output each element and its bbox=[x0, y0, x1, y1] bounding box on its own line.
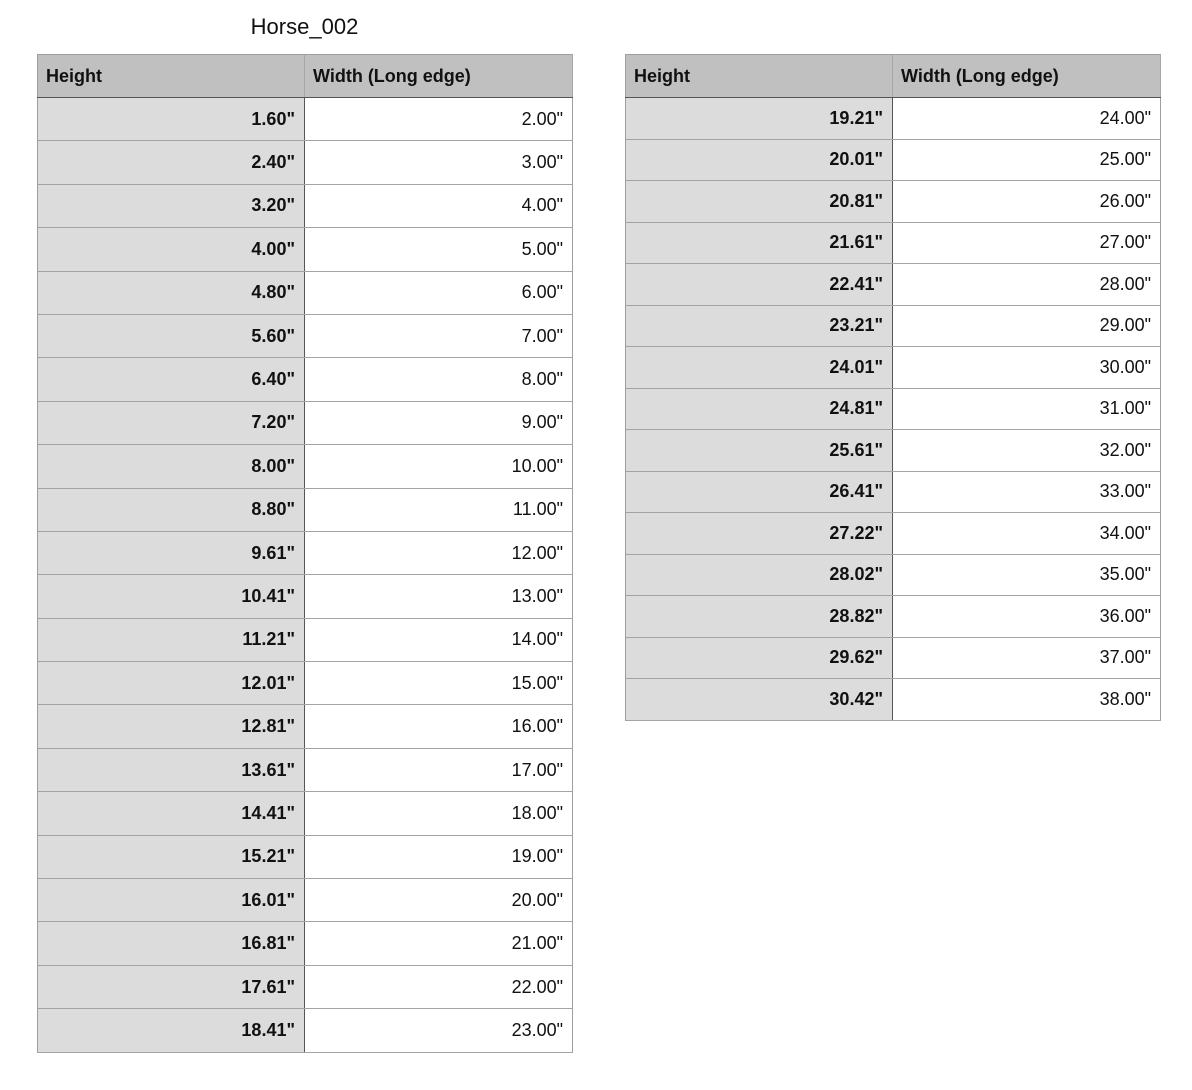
table-row bbox=[38, 965, 573, 1008]
table-body bbox=[626, 98, 1161, 721]
table-row bbox=[38, 314, 573, 357]
height-cell[interactable]: 3.20" bbox=[38, 184, 305, 227]
table-row bbox=[38, 184, 573, 227]
height-cell[interactable]: 23.21" bbox=[626, 305, 893, 347]
column-header-width[interactable]: Width (Long edge) bbox=[305, 55, 573, 98]
table-row bbox=[626, 181, 1161, 223]
width-cell[interactable]: 26.00" bbox=[893, 181, 1161, 223]
width-cell[interactable]: 13.00" bbox=[305, 575, 573, 618]
height-cell[interactable]: 21.61" bbox=[626, 222, 893, 264]
width-cell[interactable]: 29.00" bbox=[893, 305, 1161, 347]
height-cell[interactable]: 20.81" bbox=[626, 181, 893, 223]
table-row bbox=[626, 430, 1161, 472]
height-cell[interactable]: 19.21" bbox=[626, 98, 893, 140]
width-cell[interactable]: 30.00" bbox=[893, 347, 1161, 389]
height-cell[interactable]: 12.81" bbox=[38, 705, 305, 748]
width-cell[interactable]: 34.00" bbox=[893, 513, 1161, 555]
table-row bbox=[38, 271, 573, 314]
width-cell[interactable]: 32.00" bbox=[893, 430, 1161, 472]
height-cell[interactable]: 8.80" bbox=[38, 488, 305, 531]
width-cell[interactable]: 16.00" bbox=[305, 705, 573, 748]
height-cell[interactable]: 28.02" bbox=[626, 554, 893, 596]
width-cell[interactable]: 20.00" bbox=[305, 879, 573, 922]
height-cell[interactable]: 17.61" bbox=[38, 965, 305, 1008]
width-cell[interactable]: 14.00" bbox=[305, 618, 573, 661]
table-row bbox=[38, 228, 573, 271]
table-row bbox=[38, 835, 573, 878]
height-cell[interactable]: 7.20" bbox=[38, 401, 305, 444]
column-header-width[interactable]: Width (Long edge) bbox=[893, 55, 1161, 98]
column-header-height[interactable]: Height bbox=[626, 55, 893, 98]
height-cell[interactable]: 5.60" bbox=[38, 314, 305, 357]
table-row bbox=[38, 792, 573, 835]
table-row bbox=[626, 98, 1161, 140]
width-cell[interactable]: 3.00" bbox=[305, 141, 573, 184]
table-row bbox=[38, 662, 573, 705]
table-row bbox=[626, 471, 1161, 513]
width-cell[interactable]: 33.00" bbox=[893, 471, 1161, 513]
width-cell[interactable]: 9.00" bbox=[305, 401, 573, 444]
width-cell[interactable]: 38.00" bbox=[893, 679, 1161, 721]
width-cell[interactable]: 37.00" bbox=[893, 637, 1161, 679]
height-cell[interactable]: 6.40" bbox=[38, 358, 305, 401]
width-cell[interactable]: 8.00" bbox=[305, 358, 573, 401]
height-cell[interactable]: 12.01" bbox=[38, 662, 305, 705]
table-row bbox=[38, 618, 573, 661]
table-row bbox=[38, 445, 573, 488]
table-row bbox=[626, 139, 1161, 181]
width-cell[interactable]: 10.00" bbox=[305, 445, 573, 488]
height-cell[interactable]: 1.60" bbox=[38, 98, 305, 141]
column-header-height[interactable]: Height bbox=[38, 55, 305, 98]
table-row bbox=[626, 347, 1161, 389]
table-header-row bbox=[626, 55, 1161, 98]
width-cell[interactable]: 15.00" bbox=[305, 662, 573, 705]
table-row bbox=[626, 222, 1161, 264]
table-body bbox=[38, 98, 573, 1053]
table-row bbox=[38, 531, 573, 574]
size-table-left bbox=[37, 54, 573, 1053]
table-row bbox=[626, 264, 1161, 306]
width-cell[interactable]: 6.00" bbox=[305, 271, 573, 314]
height-cell[interactable]: 28.82" bbox=[626, 596, 893, 638]
height-cell[interactable]: 13.61" bbox=[38, 748, 305, 791]
width-cell[interactable]: 27.00" bbox=[893, 222, 1161, 264]
height-cell[interactable]: 11.21" bbox=[38, 618, 305, 661]
width-cell[interactable]: 19.00" bbox=[305, 835, 573, 878]
height-cell[interactable]: 4.00" bbox=[38, 228, 305, 271]
width-cell[interactable]: 12.00" bbox=[305, 531, 573, 574]
width-cell[interactable]: 21.00" bbox=[305, 922, 573, 965]
table-row bbox=[626, 388, 1161, 430]
table-row bbox=[626, 637, 1161, 679]
table-row bbox=[38, 922, 573, 965]
width-cell[interactable]: 31.00" bbox=[893, 388, 1161, 430]
table-row bbox=[626, 554, 1161, 596]
height-cell[interactable]: 27.22" bbox=[626, 513, 893, 555]
table-row bbox=[38, 575, 573, 618]
width-cell[interactable]: 35.00" bbox=[893, 554, 1161, 596]
height-cell[interactable]: 16.01" bbox=[38, 879, 305, 922]
height-cell[interactable]: 8.00" bbox=[38, 445, 305, 488]
height-cell[interactable]: 14.41" bbox=[38, 792, 305, 835]
height-cell[interactable]: 30.42" bbox=[626, 679, 893, 721]
size-table-right bbox=[625, 54, 1161, 721]
height-cell[interactable]: 18.41" bbox=[38, 1009, 305, 1052]
width-cell[interactable]: 2.00" bbox=[305, 98, 573, 141]
document-title: Horse_002 bbox=[250, 14, 359, 39]
width-cell[interactable]: 11.00" bbox=[305, 488, 573, 531]
table-row bbox=[626, 679, 1161, 721]
table-row bbox=[38, 401, 573, 444]
height-cell[interactable]: 26.41" bbox=[626, 471, 893, 513]
height-cell[interactable]: 2.40" bbox=[38, 141, 305, 184]
width-cell[interactable]: 24.00" bbox=[893, 98, 1161, 140]
width-cell[interactable]: 36.00" bbox=[893, 596, 1161, 638]
height-cell[interactable]: 22.41" bbox=[626, 264, 893, 306]
width-cell[interactable]: 4.00" bbox=[305, 184, 573, 227]
table-row bbox=[38, 879, 573, 922]
table-row bbox=[38, 748, 573, 791]
width-cell[interactable]: 22.00" bbox=[305, 965, 573, 1008]
height-cell[interactable]: 24.81" bbox=[626, 388, 893, 430]
table-row bbox=[38, 1009, 573, 1052]
table-row bbox=[38, 358, 573, 401]
table-row bbox=[38, 98, 573, 141]
table-header-row bbox=[38, 55, 573, 98]
table-row bbox=[38, 705, 573, 748]
table-row bbox=[626, 596, 1161, 638]
width-cell[interactable]: 7.00" bbox=[305, 314, 573, 357]
height-cell[interactable]: 29.62" bbox=[626, 637, 893, 679]
height-cell[interactable]: 4.80" bbox=[38, 271, 305, 314]
height-cell[interactable]: 10.41" bbox=[38, 575, 305, 618]
height-cell[interactable]: 9.61" bbox=[38, 531, 305, 574]
height-cell[interactable]: 24.01" bbox=[626, 347, 893, 389]
width-cell[interactable]: 5.00" bbox=[305, 228, 573, 271]
table-row bbox=[626, 305, 1161, 347]
height-cell[interactable]: 20.01" bbox=[626, 139, 893, 181]
width-cell[interactable]: 23.00" bbox=[305, 1009, 573, 1052]
width-cell[interactable]: 28.00" bbox=[893, 264, 1161, 306]
table-row bbox=[38, 488, 573, 531]
height-cell[interactable]: 25.61" bbox=[626, 430, 893, 472]
width-cell[interactable]: 18.00" bbox=[305, 792, 573, 835]
width-cell[interactable]: 25.00" bbox=[893, 139, 1161, 181]
height-cell[interactable]: 15.21" bbox=[38, 835, 305, 878]
height-cell[interactable]: 16.81" bbox=[38, 922, 305, 965]
table-row bbox=[626, 513, 1161, 555]
table-row bbox=[38, 141, 573, 184]
width-cell[interactable]: 17.00" bbox=[305, 748, 573, 791]
